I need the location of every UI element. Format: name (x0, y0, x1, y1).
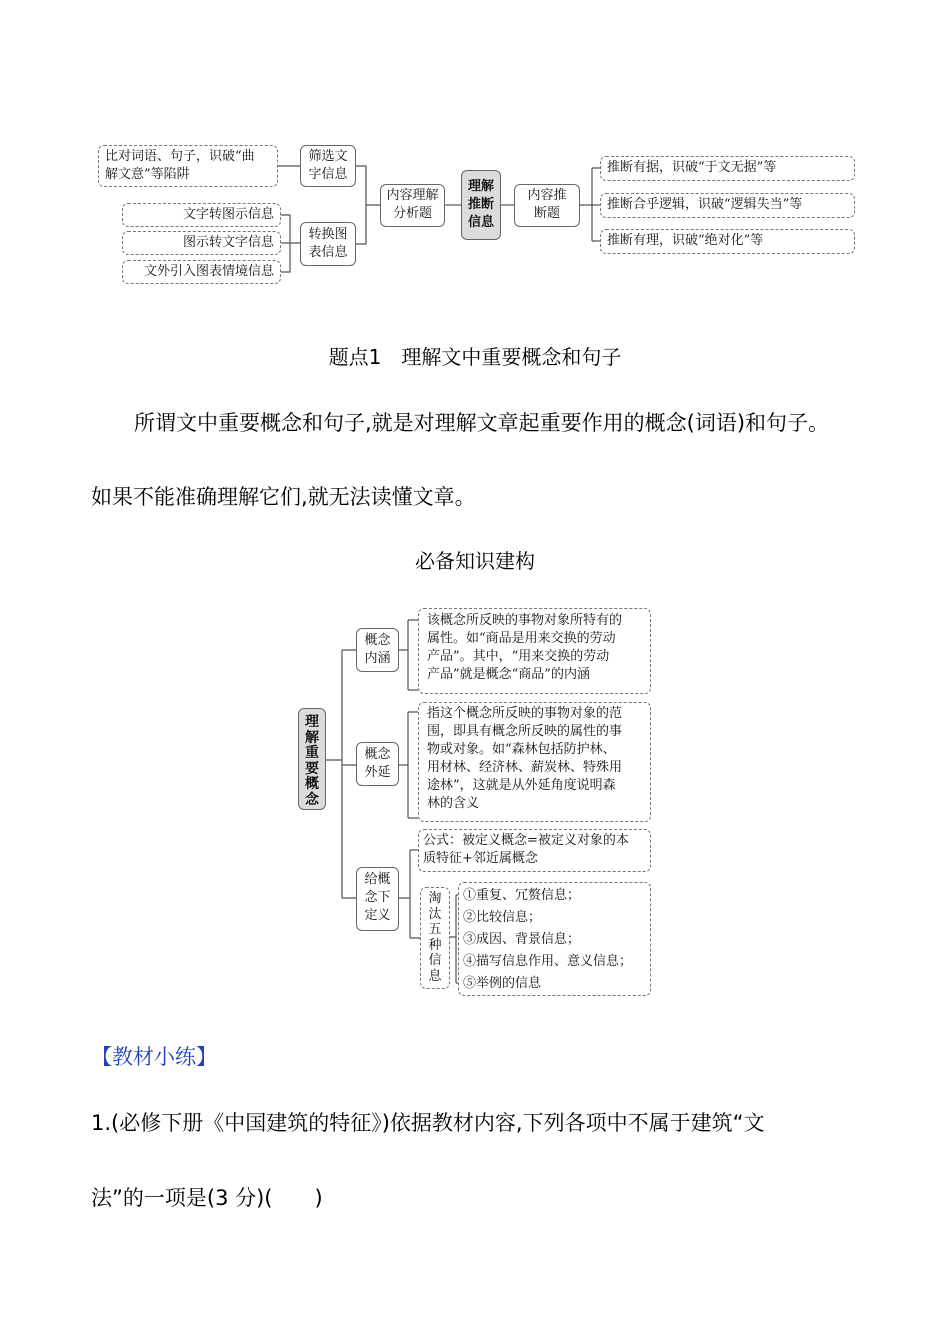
leaf-chart-to-text-text: 图示转文字信息 (182, 235, 274, 250)
node-eliminate-five-label: 淘 汰 五 种 信 息 (428, 891, 442, 984)
text-connotation-body: 该概念所反映的事物对象所特有的 属性。如“商品是用来交换的劳动 产品”。其中，“用来交换的劳动 产品”就是概念“商品”的内涵 (427, 613, 623, 682)
node-eliminate-five (420, 887, 450, 989)
text-definition-formula-body: 公式：被定义概念=被定义对象的本 质特征+邻近属概念 (423, 833, 629, 866)
text-extension (418, 702, 651, 822)
text-definition-formula (418, 829, 651, 872)
node-connotation (356, 628, 399, 672)
leaf-infer-evidence-text: 推断有据，识破“于文无据”等 (607, 160, 777, 175)
node-convert-chart-label: 转换图 表信息 (308, 227, 348, 260)
list-item: ④描写信息作用、意义信息； (463, 954, 633, 969)
node-extension-label: 概念 外延 (364, 747, 391, 780)
list-eliminate-items (458, 882, 651, 996)
question-line-2: 法”的一项是(3 分)( ) (91, 1186, 323, 1210)
list-item: ①重复、冗赘信息； (463, 888, 581, 903)
section-heading: 题点1 理解文中重要概念和句子 (328, 345, 622, 369)
leaf-text-to-chart-text: 文字转图示信息 (182, 207, 274, 222)
text-extension-body: 指这个概念所反映的事物对象的范 围，即具有概念所反映的属性的事 物或对象。如“森林包括防护林、 用材林、经济林、薪炭林、特殊用 途林”，这就是从外延角度说明森 林的含义 (427, 706, 623, 811)
node-filter-text-label: 筛选文 字信息 (308, 149, 348, 182)
text-connotation (418, 608, 651, 694)
list-item: ⑤举例的信息 (463, 976, 542, 991)
node-definition (356, 867, 399, 931)
exercise-tag: 【教材小练】 (91, 1045, 217, 1069)
node-extension (356, 742, 399, 786)
node-connotation-label: 概念 内涵 (364, 633, 391, 666)
leaf-external-chart-text: 文外引入图表情境信息 (143, 264, 274, 279)
node-content-inference-label: 内容推 断题 (527, 188, 567, 221)
paragraph-line-1: 所谓文中重要概念和句子,就是对理解文章起重要作用的概念(词语)和句子。 (134, 411, 830, 435)
node-content-understanding-label: 内容理解 分析题 (386, 188, 439, 221)
leaf-infer-logic-text: 推断合乎逻辑，识破“逻辑失当”等 (607, 197, 803, 212)
leaf-infer-reason-text: 推断有理，识破“绝对化”等 (607, 233, 764, 248)
subsection-heading: 必备知识建构 (415, 549, 535, 573)
node-root-concept-label: 理 解 重 要 概 念 (305, 714, 319, 808)
list-item: ③成因、背景信息； (463, 932, 581, 947)
leaf-compare-words-text: 比对词语、句子，识破“曲 解文意”等陷阱 (105, 149, 255, 182)
node-definition-label: 给概 念下 定义 (364, 872, 391, 923)
paragraph-line-2: 如果不能准确理解它们,就无法读懂文章。 (91, 485, 476, 509)
list-item: ②比较信息； (463, 910, 542, 925)
question-line-1: 1.(必修下册《中国建筑的特征》)依据教材内容,下列各项中不属于建筑“文 (91, 1111, 765, 1135)
node-root-concept (298, 708, 326, 810)
node-root-inference-label: 理解 推断 信息 (467, 179, 494, 230)
